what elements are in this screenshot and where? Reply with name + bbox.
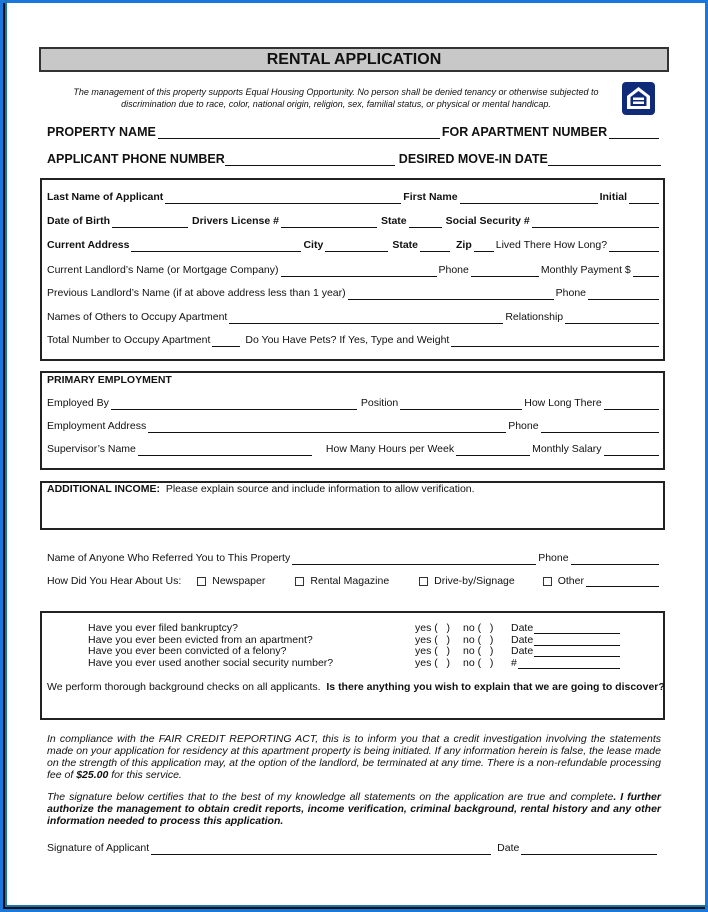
dob-label: Date of Birth (47, 215, 110, 227)
fee-amount: $25.00 (76, 769, 109, 781)
emp-address-field[interactable] (148, 422, 506, 433)
other-checkbox[interactable] (543, 577, 552, 586)
first-name-label: First Name (403, 191, 458, 203)
additional-income-row (47, 483, 661, 496)
yes-option[interactable]: yes ( ) (415, 645, 451, 658)
form-title: RENTAL APPLICATION (39, 47, 669, 72)
question-detail-label: Date (511, 622, 534, 634)
emp-address-row (47, 420, 661, 433)
drive-by-label: Drive-by/Signage (434, 575, 515, 587)
last-name-label: Last Name of Applicant (47, 191, 164, 203)
employed-by-field[interactable] (111, 399, 357, 410)
ssn-field[interactable] (532, 217, 659, 228)
question-detail-label: Date (511, 645, 534, 658)
drive-by-checkbox[interactable] (419, 577, 428, 586)
referral-phone-label: Phone (538, 552, 569, 564)
no-option[interactable]: no ( ) (463, 657, 494, 670)
phone-field[interactable] (225, 155, 395, 166)
state-field[interactable] (409, 217, 442, 228)
initial-label: Initial (599, 191, 627, 203)
newspaper-label: Newspaper (212, 575, 266, 587)
state2-field[interactable] (420, 241, 450, 252)
property-name-field[interactable] (158, 128, 440, 139)
question-text: Have you ever been convicted of a felony? (88, 645, 287, 658)
address-row (47, 239, 661, 252)
signature-label: Signature of Applicant (47, 842, 150, 854)
supervisor-field[interactable] (138, 445, 312, 456)
referral-phone-field[interactable] (571, 554, 659, 565)
certify-text: The signature below certifies that to the best of my knowledge all statements on the application are true and complete (47, 791, 614, 803)
initial-field[interactable] (629, 193, 659, 204)
question-text: Have you ever filed bankruptcy? (88, 622, 238, 634)
relationship-field[interactable] (565, 313, 659, 324)
prev-phone-field[interactable] (588, 289, 659, 300)
landlord-field[interactable] (281, 266, 437, 277)
background-row (47, 681, 665, 694)
address-label: Current Address (47, 239, 130, 251)
fcra-text: In compliance with the FAIR CREDIT REPORTING ACT, this is to inform you that a credit investigation involving the statements made on your application for residency at this apartment property is being initiated. If any information herein is false, the lease made on the strength of this application may, at the option of the landlord, be terminated at any time. There is a non-refundable processing fee of (47, 733, 661, 781)
payment-field[interactable] (633, 266, 659, 277)
move-in-field[interactable] (548, 155, 661, 166)
phone-label: APPLICANT PHONE NUMBER (47, 152, 225, 166)
question-detail-field[interactable] (534, 623, 620, 634)
others-field[interactable] (229, 313, 503, 324)
equal-housing-notice: The management of this property supports Equal Housing Opportunity. No person shall be denied tenancy or otherwise subjected to discrimination due to race, color, national origin, religion, sex, familial status, or physical or mental handicap. (73, 87, 599, 109)
first-name-field[interactable] (460, 193, 598, 204)
landlord-label: Current Landlord’s Name (or Mortgage Company) (47, 264, 279, 276)
rental-magazine-label: Rental Magazine (310, 575, 390, 587)
property-name-label: PROPERTY NAME (47, 125, 156, 139)
heard-row (47, 575, 661, 588)
zip-label: Zip (456, 239, 472, 251)
referral-field[interactable] (292, 554, 536, 565)
certify-bold: . I further authorize the management to obtain credit reports, income verification, criminal background, rental history and any other information needed to process this application. (47, 791, 661, 827)
referral-row (47, 552, 661, 565)
question-detail-field[interactable] (534, 646, 620, 657)
background-text: We perform thorough background checks on all applicants. (47, 681, 321, 693)
supervisor-row (47, 443, 661, 456)
license-field[interactable] (281, 217, 377, 228)
landlord-phone-field[interactable] (471, 266, 539, 277)
payment-label: Monthly Payment $ (540, 264, 631, 276)
apartment-number-field[interactable] (609, 128, 659, 139)
others-label: Names of Others to Occupy Apartment (47, 311, 228, 323)
dob-field[interactable] (112, 217, 188, 228)
landlord-phone-label: Phone (438, 264, 469, 276)
signature-field[interactable] (151, 844, 491, 855)
city-label: City (303, 239, 324, 251)
emp-phone-label: Phone (508, 420, 539, 432)
zip-field[interactable] (474, 241, 494, 252)
signature-date-label: Date (497, 842, 520, 854)
employer-row (47, 397, 661, 410)
supervisor-label: Supervisor’s Name (47, 443, 136, 455)
how-long-label: How Long There (524, 397, 602, 409)
apartment-number-label: FOR APARTMENT NUMBER (441, 125, 608, 139)
state2-label: State (392, 239, 418, 251)
total-label: Total Number to Occupy Apartment (47, 334, 211, 346)
rental-magazine-checkbox[interactable] (295, 577, 304, 586)
yes-option[interactable]: yes ( ) (415, 657, 451, 670)
referral-label: Name of Anyone Who Referred You to This Property (47, 552, 291, 564)
total-row (47, 334, 661, 347)
pets-field[interactable] (451, 336, 659, 347)
position-field[interactable] (400, 399, 522, 410)
total-field[interactable] (212, 336, 240, 347)
question-detail-label: # (511, 657, 517, 670)
prev-landlord-label: Previous Landlord’s Name (if at above address less than 1 year) (47, 287, 346, 299)
others-row (47, 311, 661, 324)
newspaper-checkbox[interactable] (197, 577, 206, 586)
prev-landlord-row (47, 287, 661, 300)
background-question: Is there anything you wish to explain that we are going to discover? (326, 681, 665, 693)
no-option[interactable]: no ( ) (463, 645, 494, 658)
city-field[interactable] (325, 241, 388, 252)
emp-address-label: Employment Address (47, 420, 147, 432)
salary-label: Monthly Salary (532, 443, 602, 455)
phone-row (47, 153, 661, 166)
signature-row (47, 842, 661, 855)
state-label: State (380, 215, 407, 227)
employment-heading: PRIMARY EMPLOYMENT (47, 374, 172, 386)
question-detail-field[interactable] (534, 635, 620, 646)
fcra-tail: for this service. (108, 769, 182, 781)
last-name-field[interactable] (165, 193, 401, 204)
fcra-paragraph (47, 733, 661, 781)
employed-by-label: Employed By (47, 397, 109, 409)
certify-paragraph (47, 791, 661, 827)
license-label: Drivers License # (192, 215, 279, 227)
lived-label: Lived There How Long? (495, 239, 608, 251)
additional-income-label: ADDITIONAL INCOME: (47, 483, 160, 495)
other-label: Other (557, 575, 584, 587)
relationship-label: Relationship (505, 311, 564, 323)
other-field[interactable] (586, 576, 659, 587)
no-option[interactable]: no ( ) (463, 622, 494, 634)
yes-option[interactable]: yes ( ) (415, 633, 451, 646)
property-row (47, 126, 661, 139)
question-detail-field[interactable] (518, 658, 620, 669)
move-in-label: DESIRED MOVE-IN DATE (398, 152, 548, 166)
name-row (47, 191, 661, 204)
pets-label: Do You Have Pets? If Yes, Type and Weight (245, 334, 450, 346)
ssn-label: Social Security # (445, 215, 530, 227)
heard-label: How Did You Hear About Us: (47, 575, 182, 587)
yes-option[interactable]: yes ( ) (415, 622, 451, 634)
salary-field[interactable] (604, 445, 659, 456)
emp-phone-field[interactable] (541, 422, 659, 433)
no-option[interactable]: no ( ) (463, 633, 494, 646)
address-field[interactable] (131, 241, 301, 252)
lived-field[interactable] (609, 241, 659, 252)
prev-landlord-field[interactable] (348, 289, 554, 300)
signature-date-field[interactable] (521, 844, 657, 855)
equal-housing-icon (622, 82, 655, 115)
how-long-field[interactable] (604, 399, 659, 410)
hours-label: How Many Hours per Week (325, 443, 455, 455)
prev-phone-label: Phone (555, 287, 587, 299)
question-text: Have you ever been evicted from an apartment? (88, 633, 313, 646)
hours-field[interactable] (456, 445, 530, 456)
question-text: Have you ever used another social security number? (88, 657, 334, 670)
position-label: Position (360, 397, 399, 409)
additional-income-text: Please explain source and include information to allow verification. (165, 483, 475, 495)
id-row (47, 215, 661, 228)
question-detail-label: Date (511, 633, 534, 646)
landlord-row (47, 264, 661, 277)
